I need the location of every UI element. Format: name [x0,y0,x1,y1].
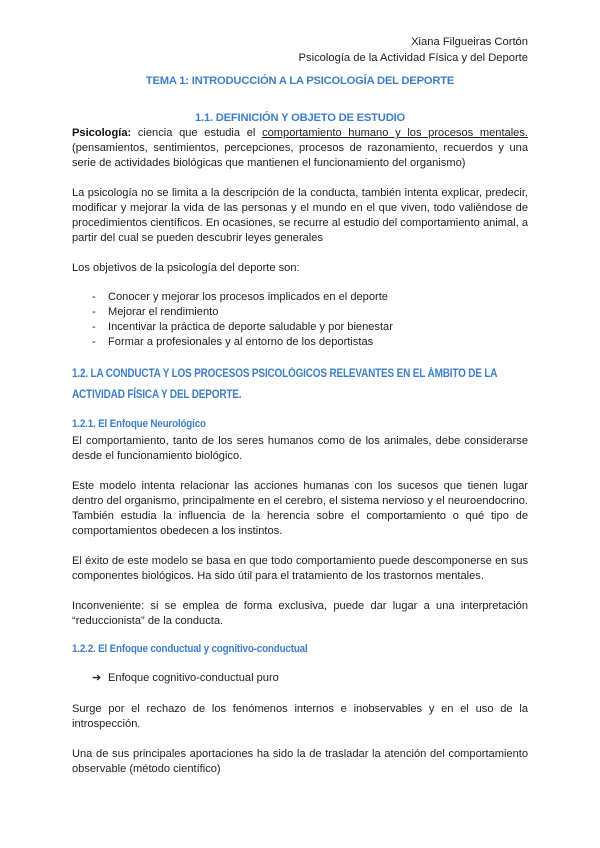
list-item: - Mejorar el rendimiento [92,306,219,318]
behavioral-paragraph-1: Surge por el rechazo de los fenómenos internos e inobservables y en el uso de la introspección. [72,703,528,730]
list-item: - Formar a profesionales y al entorno de los deportistas [92,336,374,348]
definition-underlined: comportamiento humano y los procesos mentales. [262,127,528,139]
header-course: Psicología de la Actividad Física y del Deporte [298,52,528,64]
behavioral-paragraph-2: Una de sus principales aportaciones ha sido la de trasladar la atención del comportamiento observable (método científico) [72,748,528,775]
objectives-intro: Los objetivos de la psicología del deporte son: [72,262,300,274]
neuro-paragraph-3: El éxito de este modelo se basa en que todo comportamiento puede descomponerse en sus componentes biológicos. Ha sido útil para el tratamiento de los trastornos mentales. [72,555,528,582]
list-item: ➔ Enfoque cognitivo-conductual puro [92,672,279,684]
objectives-list [72,290,528,350]
neuro-paragraph-4: Inconveniente: si se emplea de forma exclusiva, puede dar lugar a una interpretación “reduccionista” de la conducta. [72,600,528,627]
definition-text: ciencia que estudia el [131,127,263,139]
arrow-icon: ➔ [92,672,102,684]
definition-paragraph [72,126,528,171]
section-1-2-title: 1.2. LA CONDUCTA Y LOS PROCESOS PSICOLÓGICOS RELEVANTES EN EL ÁMBITO DE LA ACTIVIDAD FÍSICA Y DEL DEPORTE. [72,367,497,401]
header-author: Xiana Filgueiras Cortón [411,36,528,48]
section-1-1-title: 1.1. DEFINICIÓN Y OBJETO DE ESTUDIO [195,112,405,124]
dash-bullet: - [92,291,96,303]
page-content [72,74,528,792]
psychology-scope-paragraph: La psicología no se limita a la descripción de la conducta, también intenta explicar, predecir, modificar y mejorar la vida de las personas y el mundo en el que viven, todo valiéndose de procedimientos científicos. En ocasiones, se recurre al estudio del comportamiento animal, a partir del cual se pueden descubrir leyes generales [72,187,528,244]
section-1-2-1-title: 1.2.1. El Enfoque Neurológico [72,418,206,430]
list-item: - Incentivar la práctica de deporte saludable y por bienestar [92,321,393,333]
definition-term: Psicología: [72,127,132,139]
dash-bullet: - [92,321,96,333]
topic-title: TEMA 1: INTRODUCCIÓN A LA PSICOLOGÍA DEL DEPORTE [145,75,455,87]
list-item: - Conocer y mejorar los procesos implicados en el deporte [92,291,388,303]
dash-bullet: - [92,336,96,348]
neuro-paragraph-2: Este modelo intenta relacionar las acciones humanas con los sucesos que tienen lugar dentro del organismo, principalmente en el cerebro, el sistema nervioso y el neuroendocrino. También estudia la influencia de la herencia sobre el comportamiento o qué tipo de comportamientos obedecen a los instintos. [72,480,528,537]
dash-bullet: - [92,306,96,318]
definition-rest: (pensamientos, sentimientos, percepciones, procesos de razonamiento, recuerdos y una serie de actividades biológicas que mantienen el funcionamiento del organismo) [72,142,528,169]
neuro-paragraph-1: El comportamiento, tanto de los seres humanos como de los animales, debe considerarse desde el funcionamiento biológico. [72,435,528,462]
page-header [299,34,528,66]
section-1-2-2-title: 1.2.2. El Enfoque conductual y cognitivo-conductual [72,643,308,655]
approach-list [72,671,528,686]
